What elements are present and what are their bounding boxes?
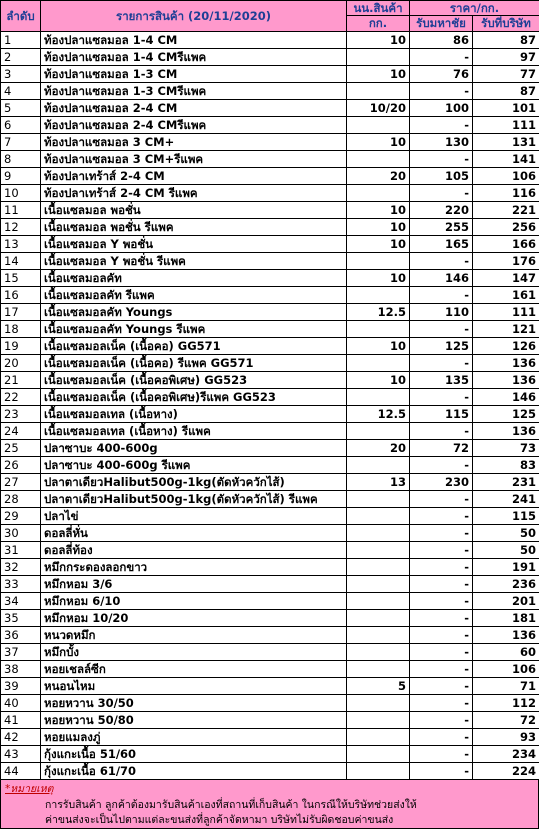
header-col-price-company: รับที่บริษัท [473, 16, 539, 32]
row-price-pickup: 220 [410, 202, 473, 219]
row-price-pickup: - [410, 321, 473, 338]
row-price-pickup: 135 [410, 372, 473, 389]
row-item-name: หอยหวาน 30/50 [41, 695, 347, 712]
row-number: 34 [1, 593, 41, 610]
row-item-name: ท้องปลาแซลมอล 3 CM+ [41, 134, 347, 151]
row-price-pickup: - [410, 525, 473, 542]
row-weight: 10 [347, 134, 410, 151]
row-number: 13 [1, 236, 41, 253]
row-number: 35 [1, 610, 41, 627]
table-row [1, 117, 539, 134]
row-price-pickup: 125 [410, 338, 473, 355]
row-price-pickup: - [410, 542, 473, 559]
row-price-company: 77 [473, 66, 539, 83]
row-number: 19 [1, 338, 41, 355]
row-weight [347, 83, 410, 100]
row-number: 23 [1, 406, 41, 423]
note-line-1: การรับสินค้า ลูกค้าต้องมารับสินค้าเองที่สถานที่เก็บสินค้า ในกรณีให้บริษัทช่วยส่งให้ [45, 798, 417, 811]
row-weight: 10 [347, 372, 410, 389]
row-price-company: 176 [473, 253, 539, 270]
row-number: 37 [1, 644, 41, 661]
row-price-pickup: - [410, 593, 473, 610]
row-price-company: 201 [473, 593, 539, 610]
row-weight [347, 423, 410, 440]
header-col-price-pickup: รับมหาชัย [410, 16, 473, 32]
row-number: 43 [1, 746, 41, 763]
row-price-pickup: 115 [410, 406, 473, 423]
row-weight: 10 [347, 66, 410, 83]
row-weight: 12.5 [347, 406, 410, 423]
row-number: 31 [1, 542, 41, 559]
row-number: 9 [1, 168, 41, 185]
row-price-pickup: 76 [410, 66, 473, 83]
row-price-company: 106 [473, 168, 539, 185]
row-price-pickup: - [410, 763, 473, 780]
row-price-company: 111 [473, 117, 539, 134]
row-item-name: เนื้อแซลมอล พอชั่น [41, 202, 347, 219]
row-price-pickup: - [410, 491, 473, 508]
row-weight [347, 627, 410, 644]
table-body [1, 32, 539, 780]
table-row [1, 474, 539, 491]
row-price-company: 71 [473, 678, 539, 695]
table-row [1, 712, 539, 729]
row-weight: 10 [347, 202, 410, 219]
row-item-name: ปลาซาบะ 400-600g รีแพค [41, 457, 347, 474]
row-item-name: ท้องปลาเทร้าส์ 2-4 CM [41, 168, 347, 185]
row-price-pickup: - [410, 151, 473, 168]
row-price-company: 50 [473, 542, 539, 559]
table-row [1, 644, 539, 661]
row-item-name: กุ้งแกะเนื้อ 61/70 [41, 763, 347, 780]
table-row [1, 134, 539, 151]
header-col-price-group: ราคา/กก. [410, 1, 539, 16]
table-row [1, 729, 539, 746]
row-weight [347, 508, 410, 525]
row-item-name: ดอลลี่หั่น [41, 525, 347, 542]
table-row [1, 253, 539, 270]
header-col-item: รายการสินค้า (20/11/2020) [41, 1, 347, 32]
row-number: 20 [1, 355, 41, 372]
row-price-company: 87 [473, 32, 539, 49]
table-row [1, 100, 539, 117]
table-row [1, 457, 539, 474]
row-weight [347, 253, 410, 270]
table-row [1, 321, 539, 338]
row-item-name: ปลาตาเดียวHalibut500g-1kg(ตัดหัวควักไส้) รีแพค [41, 491, 347, 508]
table-row [1, 542, 539, 559]
row-price-pickup: 100 [410, 100, 473, 117]
row-item-name: ท้องปลาเทร้าส์ 2-4 CM รีแพค [41, 185, 347, 202]
row-item-name: หมึกหอม 3/6 [41, 576, 347, 593]
row-weight [347, 151, 410, 168]
row-weight: 10/20 [347, 100, 410, 117]
row-item-name: ท้องปลาแซลมอล 3 CM+รีแพค [41, 151, 347, 168]
row-weight [347, 712, 410, 729]
table-row [1, 627, 539, 644]
row-price-pickup: 110 [410, 304, 473, 321]
row-price-company: 93 [473, 729, 539, 746]
table-row [1, 610, 539, 627]
row-price-pickup: 105 [410, 168, 473, 185]
row-item-name: ท้องปลาแซลมอล 2-4 CMรีแพค [41, 117, 347, 134]
row-price-company: 236 [473, 576, 539, 593]
row-weight: 10 [347, 32, 410, 49]
row-price-pickup: - [410, 661, 473, 678]
row-weight [347, 610, 410, 627]
table-row [1, 593, 539, 610]
row-price-company: 166 [473, 236, 539, 253]
row-number: 29 [1, 508, 41, 525]
row-item-name: ดอลลี่ท้อง [41, 542, 347, 559]
row-weight [347, 117, 410, 134]
row-item-name: เนื้อแซลมอลคัท Youngs รีแพค [41, 321, 347, 338]
row-number: 36 [1, 627, 41, 644]
row-price-pickup: - [410, 508, 473, 525]
table-row [1, 695, 539, 712]
row-number: 33 [1, 576, 41, 593]
row-weight: 12.5 [347, 304, 410, 321]
row-price-company: 50 [473, 525, 539, 542]
row-price-pickup: - [410, 678, 473, 695]
row-price-company: 72 [473, 712, 539, 729]
row-price-company: 224 [473, 763, 539, 780]
row-price-company: 161 [473, 287, 539, 304]
row-price-pickup: - [410, 83, 473, 100]
row-item-name: เนื้อแซลมอลเน็ค (เนื้อคอ) GG571 [41, 338, 347, 355]
row-item-name: ปลาไข่ [41, 508, 347, 525]
row-price-company: 126 [473, 338, 539, 355]
row-item-name: เนื้อแซลมอลเน็ค (เนื้อคอพิเศษ)รีแพค GG523 [41, 389, 347, 406]
table-row [1, 66, 539, 83]
row-weight [347, 661, 410, 678]
row-price-company: 231 [473, 474, 539, 491]
row-item-name: เนื้อแซลมอล Y พอชั่น [41, 236, 347, 253]
row-price-company: 121 [473, 321, 539, 338]
row-number: 24 [1, 423, 41, 440]
row-item-name: หนอนไหม [41, 678, 347, 695]
row-weight [347, 355, 410, 372]
row-item-name: เนื้อแซลมอลเน็ค (เนื้อคอพิเศษ) GG523 [41, 372, 347, 389]
row-item-name: หมึกกระดองลอกขาว [41, 559, 347, 576]
header-col-no: ลำดับ [1, 1, 41, 32]
row-price-company: 147 [473, 270, 539, 287]
row-number: 4 [1, 83, 41, 100]
row-price-pickup: 146 [410, 270, 473, 287]
row-price-company: 234 [473, 746, 539, 763]
row-item-name: หอยแมลงภู่ [41, 729, 347, 746]
note-box [0, 780, 539, 829]
row-weight [347, 576, 410, 593]
row-item-name: ท้องปลาแซลมอล 1-4 CM [41, 32, 347, 49]
row-weight [347, 49, 410, 66]
note-line-2: ค่าขนส่งจะเป็นไปตามแต่ละขนส่งที่ลูกค้าจัดหามา บริษัทไม่รับผิดชอบค่าขนส่ง [45, 814, 394, 826]
table-row [1, 508, 539, 525]
row-number: 6 [1, 117, 41, 134]
row-weight [347, 746, 410, 763]
row-price-company: 136 [473, 423, 539, 440]
row-price-pickup: - [410, 389, 473, 406]
row-price-pickup: - [410, 627, 473, 644]
row-price-company: 136 [473, 372, 539, 389]
row-price-pickup: - [410, 559, 473, 576]
table-row [1, 576, 539, 593]
row-price-company: 112 [473, 695, 539, 712]
row-price-company: 131 [473, 134, 539, 151]
row-weight: 5 [347, 678, 410, 695]
row-weight [347, 457, 410, 474]
row-weight: 20 [347, 168, 410, 185]
row-price-pickup: - [410, 117, 473, 134]
row-item-name: หมึกบั้ง [41, 644, 347, 661]
row-number: 3 [1, 66, 41, 83]
row-price-company: 87 [473, 83, 539, 100]
row-weight [347, 763, 410, 780]
row-price-company: 241 [473, 491, 539, 508]
row-item-name: เนื้อแซลมอลคัท รีแพค [41, 287, 347, 304]
table-row [1, 185, 539, 202]
row-item-name: เนื้อแซลมอล Y พอชั่น รีแพค [41, 253, 347, 270]
row-number: 27 [1, 474, 41, 491]
row-price-company: 181 [473, 610, 539, 627]
row-item-name: เนื้อแซลมอล พอชั่น รีแพค [41, 219, 347, 236]
row-price-company: 146 [473, 389, 539, 406]
row-weight [347, 559, 410, 576]
row-number: 26 [1, 457, 41, 474]
row-price-pickup: - [410, 355, 473, 372]
row-price-pickup: - [410, 746, 473, 763]
table-row [1, 372, 539, 389]
table-row [1, 406, 539, 423]
row-price-company: 221 [473, 202, 539, 219]
row-weight: 10 [347, 236, 410, 253]
row-number: 40 [1, 695, 41, 712]
header-col-weight: นน.สินค้า [347, 1, 410, 16]
row-item-name: ท้องปลาแซลมอล 1-3 CMรีแพค [41, 83, 347, 100]
table-row [1, 270, 539, 287]
row-number: 25 [1, 440, 41, 457]
table-row [1, 389, 539, 406]
row-item-name: หนวดหมึก [41, 627, 347, 644]
table-row [1, 151, 539, 168]
row-item-name: หอยหวาน 50/80 [41, 712, 347, 729]
row-weight [347, 287, 410, 304]
row-number: 7 [1, 134, 41, 151]
table-row [1, 202, 539, 219]
row-number: 22 [1, 389, 41, 406]
row-item-name: เนื้อแซลมอลเทล (เนื้อหาง) [41, 406, 347, 423]
row-item-name: ท้องปลาแซลมอล 1-3 CM [41, 66, 347, 83]
row-item-name: หมึกหอม 6/10 [41, 593, 347, 610]
row-price-company: 256 [473, 219, 539, 236]
row-weight [347, 729, 410, 746]
table-row [1, 32, 539, 49]
row-weight: 10 [347, 219, 410, 236]
row-weight [347, 542, 410, 559]
row-number: 12 [1, 219, 41, 236]
row-price-company: 83 [473, 457, 539, 474]
row-number: 14 [1, 253, 41, 270]
row-number: 2 [1, 49, 41, 66]
table-row [1, 746, 539, 763]
table-row [1, 440, 539, 457]
row-item-name: เนื้อแซลมอลคัท Youngs [41, 304, 347, 321]
row-price-company: 141 [473, 151, 539, 168]
row-price-company: 111 [473, 304, 539, 321]
row-weight [347, 593, 410, 610]
row-item-name: เนื้อแซลมอลคัท [41, 270, 347, 287]
table-row [1, 678, 539, 695]
row-price-pickup: - [410, 712, 473, 729]
table-row [1, 219, 539, 236]
row-price-pickup: - [410, 610, 473, 627]
row-weight [347, 695, 410, 712]
table-row [1, 491, 539, 508]
row-number: 5 [1, 100, 41, 117]
row-weight: 20 [347, 440, 410, 457]
row-price-company: 106 [473, 661, 539, 678]
row-number: 44 [1, 763, 41, 780]
row-number: 42 [1, 729, 41, 746]
row-price-pickup: - [410, 729, 473, 746]
row-price-pickup: - [410, 457, 473, 474]
row-item-name: ท้องปลาแซลมอล 2-4 CM [41, 100, 347, 117]
table-row [1, 763, 539, 780]
table-row [1, 236, 539, 253]
row-price-pickup: - [410, 49, 473, 66]
row-weight [347, 644, 410, 661]
row-item-name: เนื้อแซลมอลเน็ค (เนื้อคอ) รีแพค GG571 [41, 355, 347, 372]
table-row [1, 287, 539, 304]
row-price-pickup: - [410, 185, 473, 202]
row-price-pickup: 72 [410, 440, 473, 457]
table-row [1, 168, 539, 185]
row-weight [347, 185, 410, 202]
row-item-name: ปลาซาบะ 400-600g [41, 440, 347, 457]
note-title: *หมายเหตุ [5, 783, 54, 795]
row-price-company: 73 [473, 440, 539, 457]
row-number: 41 [1, 712, 41, 729]
row-number: 8 [1, 151, 41, 168]
row-item-name: หมึกหอม 10/20 [41, 610, 347, 627]
row-price-company: 60 [473, 644, 539, 661]
row-number: 15 [1, 270, 41, 287]
row-item-name: หอยเชลล์ซีก [41, 661, 347, 678]
row-price-pickup: - [410, 644, 473, 661]
row-price-pickup: 230 [410, 474, 473, 491]
row-number: 18 [1, 321, 41, 338]
row-number: 39 [1, 678, 41, 695]
row-number: 32 [1, 559, 41, 576]
table-row [1, 338, 539, 355]
row-weight: 13 [347, 474, 410, 491]
row-number: 11 [1, 202, 41, 219]
row-price-company: 101 [473, 100, 539, 117]
row-weight [347, 491, 410, 508]
table-row [1, 559, 539, 576]
row-number: 16 [1, 287, 41, 304]
row-price-company: 116 [473, 185, 539, 202]
row-number: 21 [1, 372, 41, 389]
row-weight [347, 389, 410, 406]
row-price-pickup: 130 [410, 134, 473, 151]
table-row [1, 355, 539, 372]
row-price-pickup: - [410, 576, 473, 593]
row-item-name: เนื้อแซลมอลเทล (เนื้อหาง) รีแพค [41, 423, 347, 440]
table-row [1, 525, 539, 542]
row-price-company: 115 [473, 508, 539, 525]
row-price-pickup: - [410, 423, 473, 440]
table-row [1, 661, 539, 678]
row-price-pickup: - [410, 287, 473, 304]
header-col-weight-unit: กก. [347, 16, 410, 32]
row-price-pickup: 165 [410, 236, 473, 253]
row-price-pickup: 86 [410, 32, 473, 49]
row-number: 38 [1, 661, 41, 678]
row-price-pickup: 255 [410, 219, 473, 236]
row-number: 1 [1, 32, 41, 49]
row-price-company: 97 [473, 49, 539, 66]
row-number: 28 [1, 491, 41, 508]
row-price-company: 136 [473, 627, 539, 644]
row-number: 30 [1, 525, 41, 542]
row-item-name: ปลาตาเดียวHalibut500g-1kg(ตัดหัวควักไส้) [41, 474, 347, 491]
table-row [1, 49, 539, 66]
row-price-pickup: - [410, 695, 473, 712]
table-row [1, 304, 539, 321]
row-price-company: 191 [473, 559, 539, 576]
row-item-name: กุ้งแกะเนื้อ 51/60 [41, 746, 347, 763]
row-weight [347, 321, 410, 338]
table-row [1, 423, 539, 440]
row-price-company: 136 [473, 355, 539, 372]
row-price-company: 125 [473, 406, 539, 423]
row-item-name: ท้องปลาแซลมอล 1-4 CMรีแพค [41, 49, 347, 66]
row-weight [347, 525, 410, 542]
row-weight: 10 [347, 270, 410, 287]
row-weight: 10 [347, 338, 410, 355]
row-number: 17 [1, 304, 41, 321]
row-number: 10 [1, 185, 41, 202]
row-price-pickup: - [410, 253, 473, 270]
table-row [1, 83, 539, 100]
